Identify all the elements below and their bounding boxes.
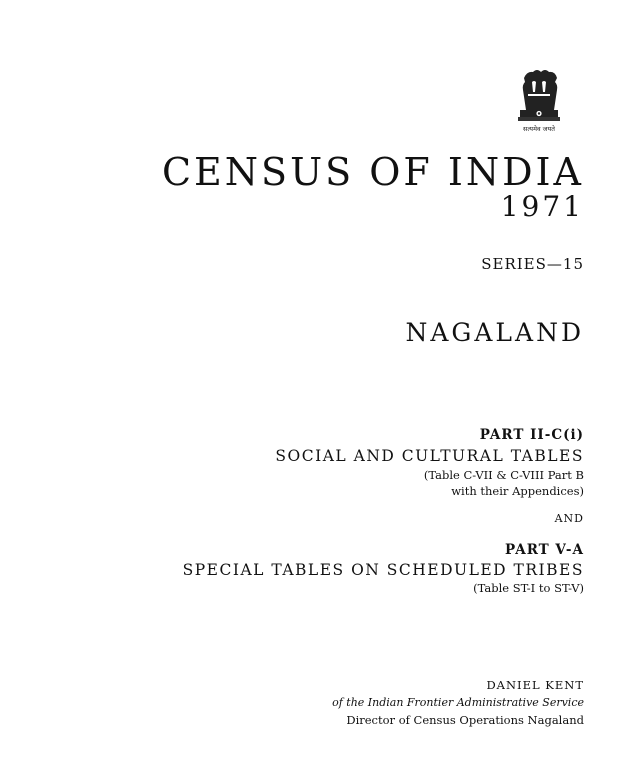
author-service: of the Indian Frontier Administrative Service [332,696,584,709]
state-name: NAGALAND [405,318,584,347]
conjunction-and: AND [554,512,584,525]
census-title: CENSUS OF INDIA [161,150,584,194]
part-1-label: PART II-C(i) [479,427,584,443]
part-2-title: SPECIAL TABLES ON SCHEDULED TRIBES [182,561,584,579]
part-2-note: (Table ST-I to ST-V) [473,581,584,595]
author-role: Director of Census Operations Nagaland [346,713,584,727]
svg-text:सत्यमेव जयते: सत्यमेव जयते [523,125,555,133]
national-emblem-icon [510,68,568,136]
census-year: 1971 [500,190,584,223]
part-2-label: PART V-A [505,542,584,558]
part-1-note-line-1: (Table C-VII & C-VIII Part B [423,468,584,482]
part-1-title: SOCIAL AND CULTURAL TABLES [275,447,584,465]
series-label: SERIES—15 [481,255,584,273]
author-name: DANIEL KENT [486,678,584,692]
part-1-note-line-2: with their Appendices) [451,484,584,498]
